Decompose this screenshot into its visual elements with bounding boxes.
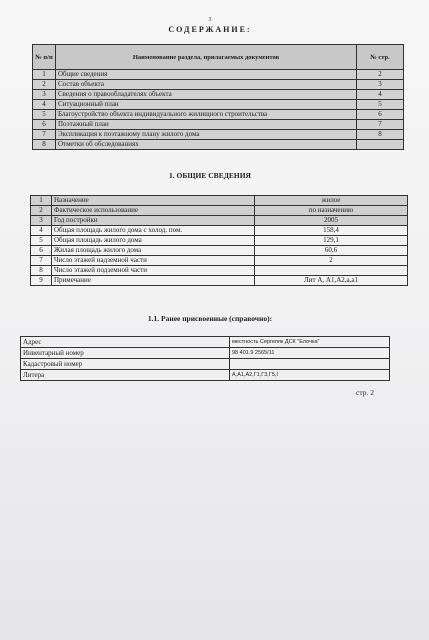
general-row-number: 4 (31, 226, 52, 236)
general-row-key: Число этажей надземной части (52, 256, 255, 266)
general-info-row (31, 216, 408, 226)
contents-row-name: Ситуационный план (56, 100, 357, 110)
general-row-key: Год постройки (52, 216, 255, 226)
general-row-number: 2 (31, 206, 52, 216)
contents-row-page: 6 (357, 110, 404, 120)
contents-row (33, 80, 404, 90)
previous-row-key: Инвентарный номер (21, 348, 230, 359)
general-row-number: 7 (31, 256, 52, 266)
contents-row-name: Сведения о правообладателях объекта (56, 90, 357, 100)
general-row-number: 8 (31, 266, 52, 276)
contents-header-row (33, 45, 404, 70)
general-row-number: 9 (31, 276, 52, 286)
general-row-value: Лит А, А1,А2,а,а1 (255, 276, 408, 286)
contents-row-number: 8 (33, 140, 56, 150)
general-info-row (31, 276, 408, 286)
contents-row-page: 3 (357, 80, 404, 90)
contents-row-name: Экспликация к поэтажному плану жилого дома (56, 130, 357, 140)
previous-assigned-row (21, 370, 390, 381)
previous-row-value (230, 359, 390, 370)
general-info-row (31, 256, 408, 266)
page-title: СОДЕРЖАНИЕ: (168, 25, 252, 34)
contents-row-number: 7 (33, 130, 56, 140)
contents-row (33, 70, 404, 80)
contents-row-page: 4 (357, 90, 404, 100)
general-row-value: 2 (255, 256, 408, 266)
contents-row-page: 2 (357, 70, 404, 80)
page-reference: стр. 2 (356, 388, 374, 397)
previous-row-key: Литера (21, 370, 230, 381)
general-info-row (31, 246, 408, 256)
previous-row-key: Кадастровый номер (21, 359, 230, 370)
contents-row-name: Состав объекта (56, 80, 357, 90)
general-row-key: Фактическое использование (52, 206, 255, 216)
general-row-value: 158,4 (255, 226, 408, 236)
general-row-value (255, 266, 408, 276)
general-row-value: жилое (255, 196, 408, 206)
previous-assigned-table (20, 336, 390, 381)
contents-row-number: 5 (33, 110, 56, 120)
general-row-value: 2005 (255, 216, 408, 226)
contents-row (33, 100, 404, 110)
contents-row (33, 120, 404, 130)
contents-row-page (357, 140, 404, 150)
general-row-number: 1 (31, 196, 52, 206)
general-row-value: по назначению (255, 206, 408, 216)
general-row-key: Примечание (52, 276, 255, 286)
contents-row-number: 6 (33, 120, 56, 130)
contents-row (33, 90, 404, 100)
contents-row-name: Общие сведения (56, 70, 357, 80)
previous-assigned-heading: 1.1. Ранее присвоенные (справочно): (147, 314, 273, 323)
general-info-row (31, 196, 408, 206)
contents-row-name: Поэтажный план (56, 120, 357, 130)
general-row-number: 5 (31, 236, 52, 246)
contents-row-name: Отметки об обследованиях (56, 140, 357, 150)
general-row-key: Число этажей подземной части (52, 266, 255, 276)
contents-row-number: 4 (33, 100, 56, 110)
general-info-row (31, 226, 408, 236)
contents-col-page: № стр. (357, 45, 404, 70)
previous-assigned-row (21, 348, 390, 359)
general-row-number: 6 (31, 246, 52, 256)
contents-row-page: 5 (357, 100, 404, 110)
general-row-key: Общая площадь жилого дома (52, 236, 255, 246)
general-row-value: 129,1 (255, 236, 408, 246)
general-row-key: Общая площадь жилого дома с холод. пом. (52, 226, 255, 236)
contents-row-number: 2 (33, 80, 56, 90)
previous-assigned-row (21, 359, 390, 370)
general-row-value: 60,6 (255, 246, 408, 256)
previous-assigned-row (21, 337, 390, 348)
contents-col-num: № п/п (33, 45, 56, 70)
contents-row-number: 3 (33, 90, 56, 100)
contents-row-page: 8 (357, 130, 404, 140)
previous-row-key: Адрес (21, 337, 230, 348)
previous-row-value: А,А1,А2,Г1,Г3,Г5,I (230, 370, 390, 381)
general-info-row (31, 236, 408, 246)
contents-row (33, 110, 404, 120)
contents-row-name: Благоустройство объекта индивидуального жилищного строительства (56, 110, 357, 120)
contents-col-name: Наименование раздела, прилагаемых документов (56, 45, 357, 70)
general-info-row (31, 266, 408, 276)
contents-row-page: 7 (357, 120, 404, 130)
contents-table (32, 44, 404, 150)
general-info-heading: 1. ОБЩИЕ СВЕДЕНИЯ (169, 171, 251, 180)
general-info-row (31, 206, 408, 216)
contents-row-number: 1 (33, 70, 56, 80)
general-row-key: Назначение (52, 196, 255, 206)
general-row-number: 3 (31, 216, 52, 226)
page-number: 3 (208, 17, 212, 23)
previous-row-value: 98 401.9 2565/11 (230, 348, 390, 359)
previous-row-value: местность Сергеляк ДСК "Елочка" (230, 337, 390, 348)
contents-row (33, 140, 404, 150)
general-info-table (30, 195, 408, 286)
general-row-key: Жилая площадь жилого дома (52, 246, 255, 256)
contents-row (33, 130, 404, 140)
